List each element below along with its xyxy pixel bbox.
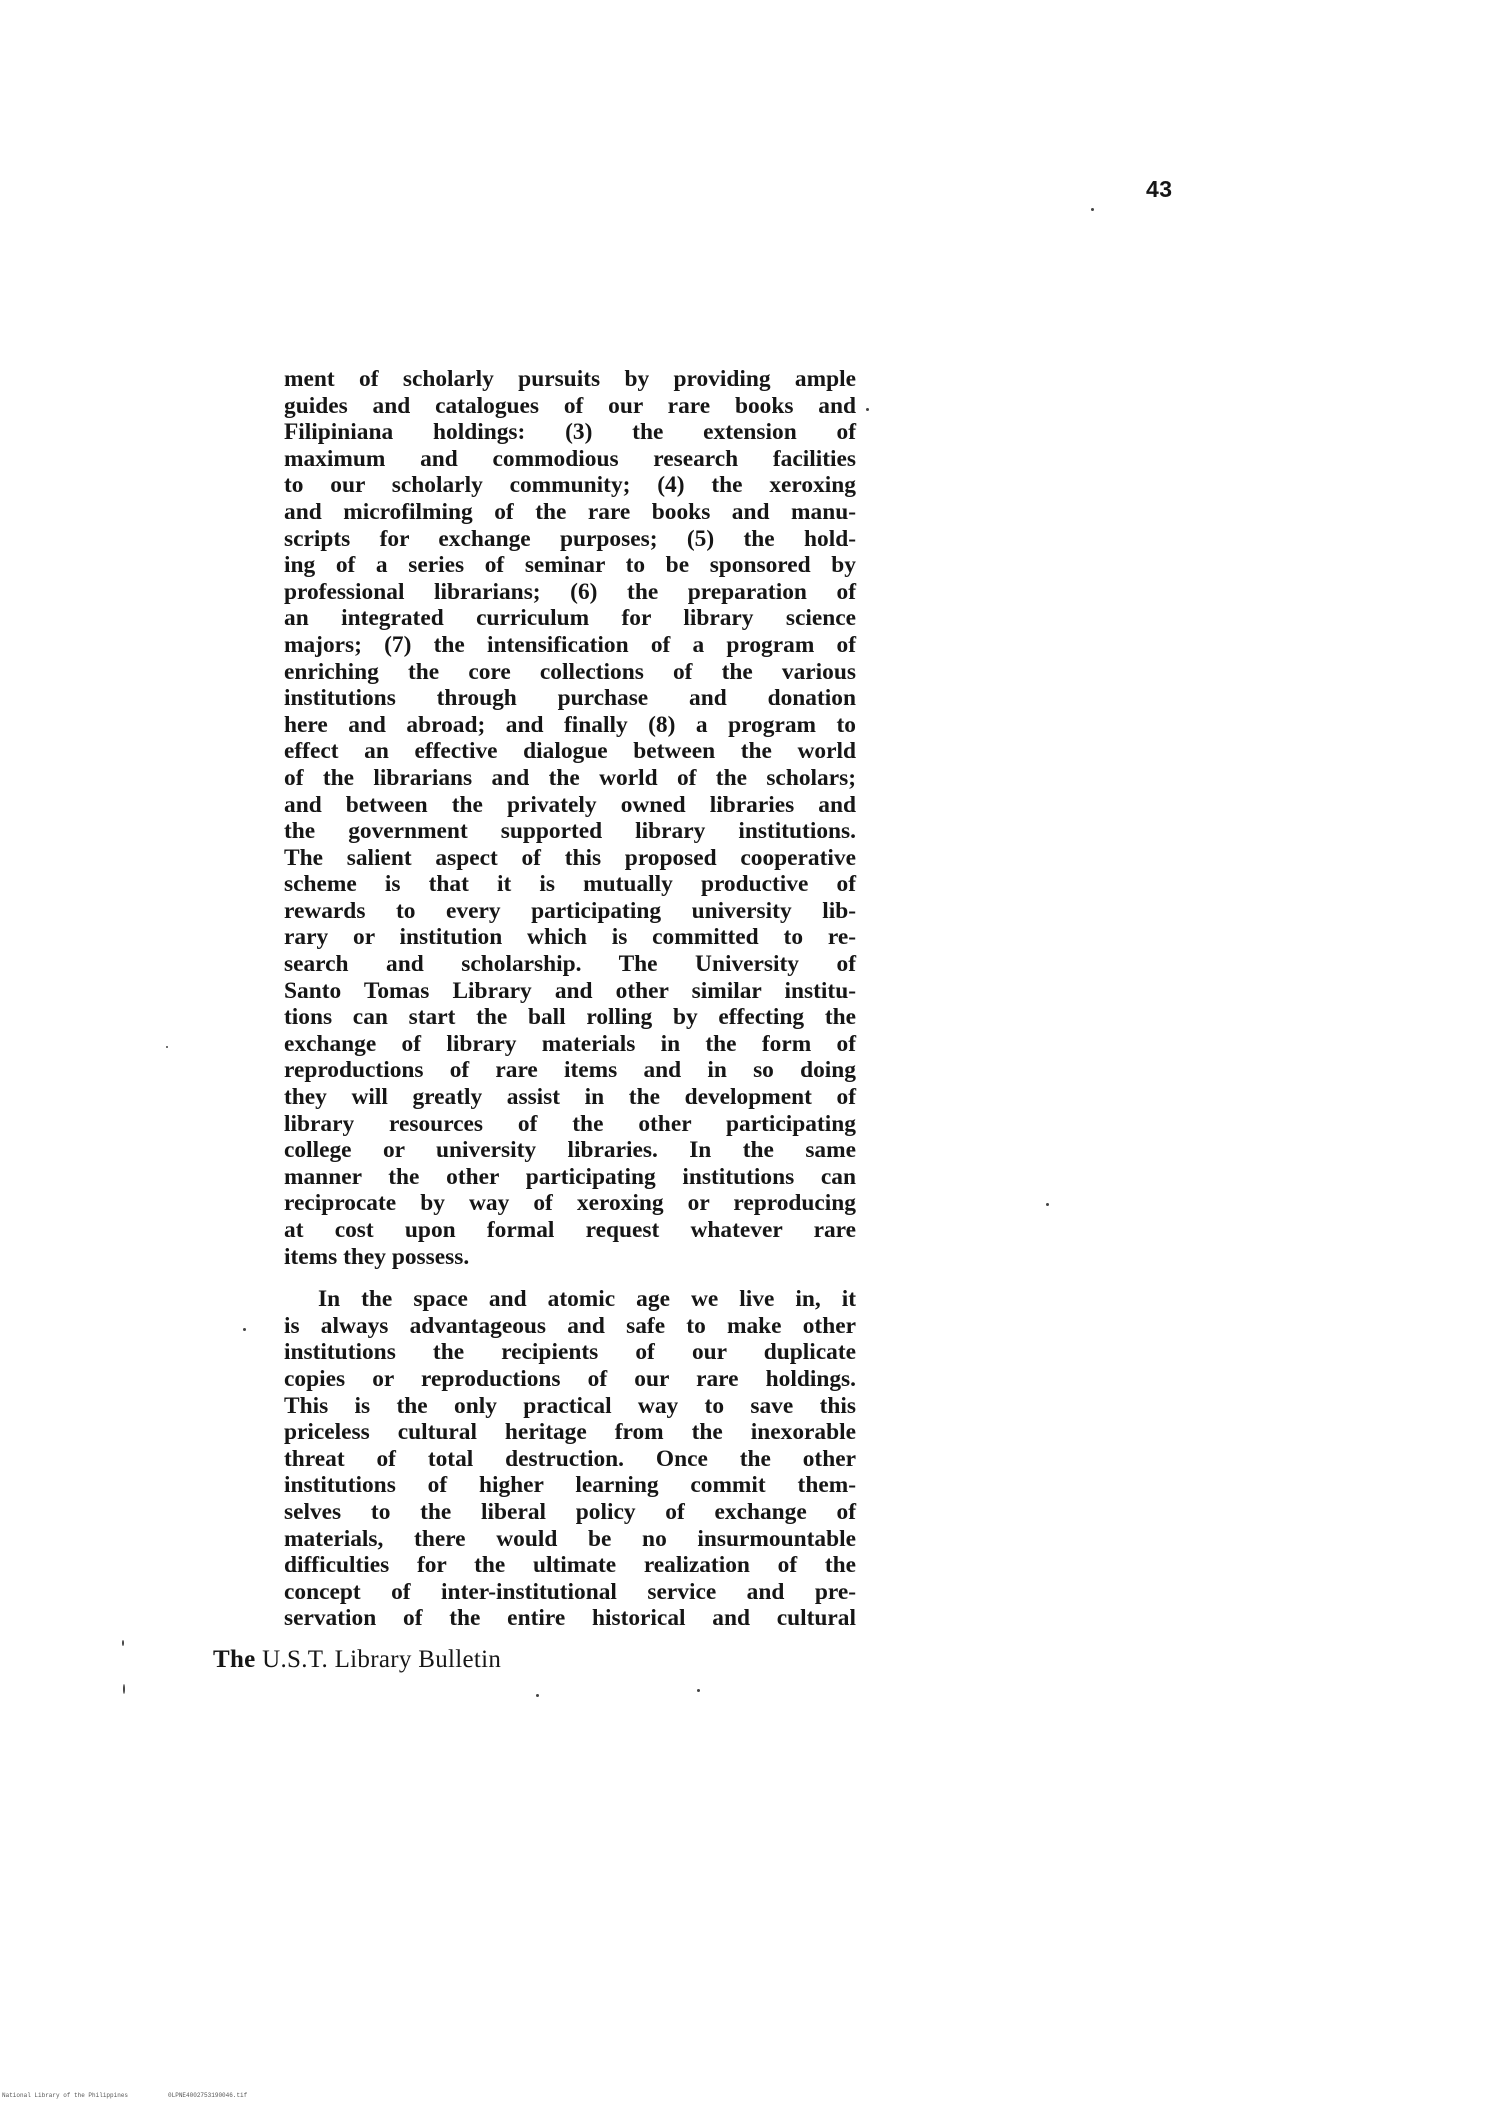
text-line: servation of the entire historical and cultural: [284, 1605, 856, 1632]
text-line: rary or institution which is committed to re-: [284, 924, 856, 951]
text-line: ing of a series of seminar to be sponsored by: [284, 552, 856, 579]
text-line: at cost upon formal request whatever rare: [284, 1217, 856, 1243]
text-line: rewards to every participating university lib-: [284, 897, 856, 924]
page-number: 43: [1146, 176, 1173, 202]
paragraph-1: [284, 366, 856, 1270]
body-text: [284, 366, 856, 1632]
paragraph-gap: [284, 1270, 856, 1286]
scan-speck: [536, 1694, 539, 1697]
text-line: institutions of higher learning commit them-: [284, 1472, 856, 1499]
scan-speck: [123, 1684, 125, 1694]
scan-footer: [2, 2092, 287, 2099]
text-line: This is the only practical way to save this: [284, 1392, 856, 1419]
text-line: Filipiniana holdings: (3) the extension of: [284, 419, 856, 446]
paragraph-2: [284, 1286, 856, 1632]
text-line: selves to the liberal policy of exchange of: [284, 1498, 856, 1525]
text-line: difficulties for the ultimate realization of the: [284, 1552, 856, 1579]
text-line: search and scholarship. The University of: [284, 951, 856, 978]
text-line: college or university libraries. In the same: [284, 1137, 856, 1164]
text-line: the government supported library institutions.: [284, 818, 856, 845]
text-line: of the librarians and the world of the scholars;: [284, 764, 856, 791]
text-line: is always advantageous and safe to make other: [284, 1312, 856, 1339]
text-line: professional librarians; (6) the preparation of: [284, 578, 856, 605]
text-line: effect an effective dialogue between the world: [284, 738, 856, 765]
scan-speck: [697, 1689, 700, 1692]
text-line: they will greatly assist in the development of: [284, 1084, 856, 1111]
text-line: reciprocate by way of xeroxing or reproducing: [284, 1190, 856, 1217]
text-line: ment of scholarly pursuits by providing ample: [284, 366, 856, 392]
text-line: library resources of the other participating: [284, 1110, 856, 1137]
text-line: majors; (7) the intensification of a program of: [284, 631, 856, 658]
running-footer-title: U.S.T. Library Bulletin: [255, 1646, 502, 1673]
text-line: to our scholarly community; (4) the xeroxing: [284, 472, 856, 499]
text-line: materials, there would be no insurmountable: [284, 1525, 856, 1552]
text-line: The salient aspect of this proposed cooperative: [284, 844, 856, 871]
text-line: institutions through purchase and donation: [284, 685, 856, 712]
text-line: exchange of library materials in the form of: [284, 1030, 856, 1057]
scan-speck: [122, 1640, 124, 1646]
text-line: priceless cultural heritage from the inexorable: [284, 1419, 856, 1446]
text-line: Santo Tomas Library and other similar institu-: [284, 977, 856, 1004]
text-line: items they possess.: [284, 1243, 470, 1270]
text-line: tions can start the ball rolling by effecting the: [284, 1004, 856, 1031]
text-line: copies or reproductions of our rare holdings.: [284, 1365, 856, 1392]
running-footer: [213, 1646, 501, 1674]
running-footer-the: The: [213, 1646, 256, 1673]
text-line: threat of total destruction. Once the other: [284, 1445, 856, 1472]
text-line: maximum and commodious research facilities: [284, 445, 856, 472]
scan-speck: [866, 408, 869, 411]
scan-footer-source: National Library of the Philippines: [2, 2092, 129, 2099]
scan-speck: [243, 1328, 246, 1331]
text-line: In the space and atomic age we live in, it: [318, 1286, 856, 1313]
text-line: an integrated curriculum for library science: [284, 605, 856, 632]
text-line: scripts for exchange purposes; (5) the hold-: [284, 525, 856, 552]
text-line: reproductions of rare items and in so doing: [284, 1057, 856, 1084]
text-line: concept of inter-institutional service and pre-: [284, 1578, 856, 1605]
text-line: enriching the core collections of the various: [284, 658, 856, 685]
text-line: institutions the recipients of our duplicate: [284, 1339, 856, 1366]
scan-speck: [1091, 208, 1094, 211]
text-line: here and abroad; and finally (8) a program to: [284, 711, 856, 738]
scan-footer-file: 0LPNE4002753190046.tif: [168, 2092, 248, 2099]
text-line: scheme is that it is mutually productive of: [284, 871, 856, 898]
text-line: guides and catalogues of our rare books and: [284, 392, 856, 419]
scan-speck: [1046, 1203, 1049, 1206]
scan-speck: [166, 1046, 168, 1048]
text-line: and microfilming of the rare books and manu-: [284, 498, 856, 525]
text-line: manner the other participating institutions can: [284, 1163, 856, 1190]
text-line: and between the privately owned libraries and: [284, 791, 856, 818]
